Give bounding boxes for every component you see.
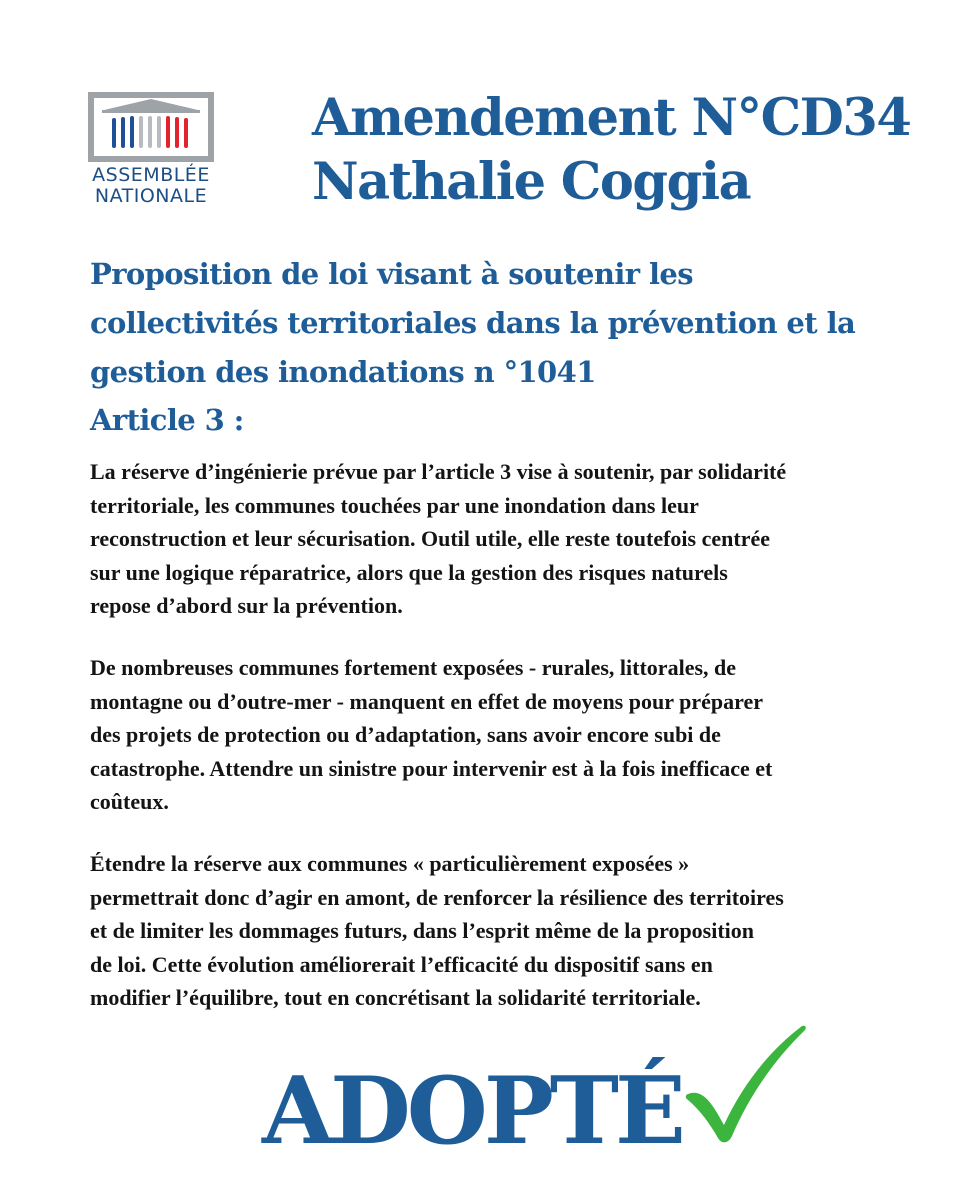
paragraph-line: Étendre la réserve aux communes « particulièrement exposées » bbox=[90, 851, 690, 876]
paragraph-line: et de limiter les dommages futurs, dans l’esprit même de la proposition bbox=[90, 918, 755, 943]
assemblee-nationale-logo bbox=[86, 92, 216, 210]
amendment-title bbox=[312, 86, 952, 214]
bill-title-line2: collectivités territoriales dans la prévention et la bbox=[90, 306, 856, 340]
paragraph-line: territoriale, les communes touchées par une inondation dans leur bbox=[90, 492, 699, 518]
paragraph-line: sur une logique réparatrice, alors que la gestion des risques naturels bbox=[90, 559, 728, 585]
hemicycle-emblem-icon bbox=[88, 92, 214, 162]
amendment-author: Nathalie Coggia bbox=[312, 152, 751, 212]
paragraph-line: montagne ou d’outre-mer - manquent en effet de moyens pour préparer bbox=[90, 688, 763, 714]
paragraph-line: modifier l’équilibre, tout en concrétisant la solidarité territoriale. bbox=[90, 985, 701, 1010]
bill-title bbox=[90, 250, 930, 397]
check-icon bbox=[684, 1024, 808, 1146]
amendment-number: Amendement N°CD34 bbox=[312, 88, 911, 148]
bill-title-line3: gestion des inondations n °1041 bbox=[90, 355, 596, 389]
adopted-status-label: ADOPTÉ bbox=[262, 1056, 682, 1165]
paragraph-line: des projets de protection ou d’adaptation, sans avoir encore subi de bbox=[90, 722, 721, 747]
article-heading: Article 3 : bbox=[90, 403, 244, 437]
paragraph-line: reconstruction et leur sécurisation. Outil utile, elle reste toutefois centrée bbox=[90, 526, 770, 551]
paragraph-line: de loi. Cette évolution améliorerait l’efficacité du dispositif sans en bbox=[90, 951, 713, 977]
paragraph-3 bbox=[90, 847, 920, 1015]
paragraph-line: coûteux. bbox=[90, 789, 169, 814]
bill-title-line1: Proposition de loi visant à soutenir les bbox=[90, 257, 693, 291]
paragraph-line: repose d’abord sur la prévention. bbox=[90, 593, 403, 618]
paragraph-line: permettrait donc d’agir en amont, de renforcer la résilience des territoires bbox=[90, 884, 784, 910]
paragraph-2 bbox=[90, 651, 920, 819]
paragraph-line: La réserve d’ingénierie prévue par l’article 3 vise à soutenir, par solidarité bbox=[90, 459, 787, 484]
paragraph-line: catastrophe. Attendre un sinistre pour intervenir est à la fois inefficace et bbox=[90, 755, 773, 781]
logo-text-line2: NATIONALE bbox=[94, 185, 208, 207]
paragraph-1 bbox=[90, 455, 920, 623]
paragraph-line: De nombreuses communes fortement exposées - rurales, littorales, de bbox=[90, 655, 737, 680]
logo-text-line1: ASSEMBLÉE bbox=[92, 164, 210, 186]
